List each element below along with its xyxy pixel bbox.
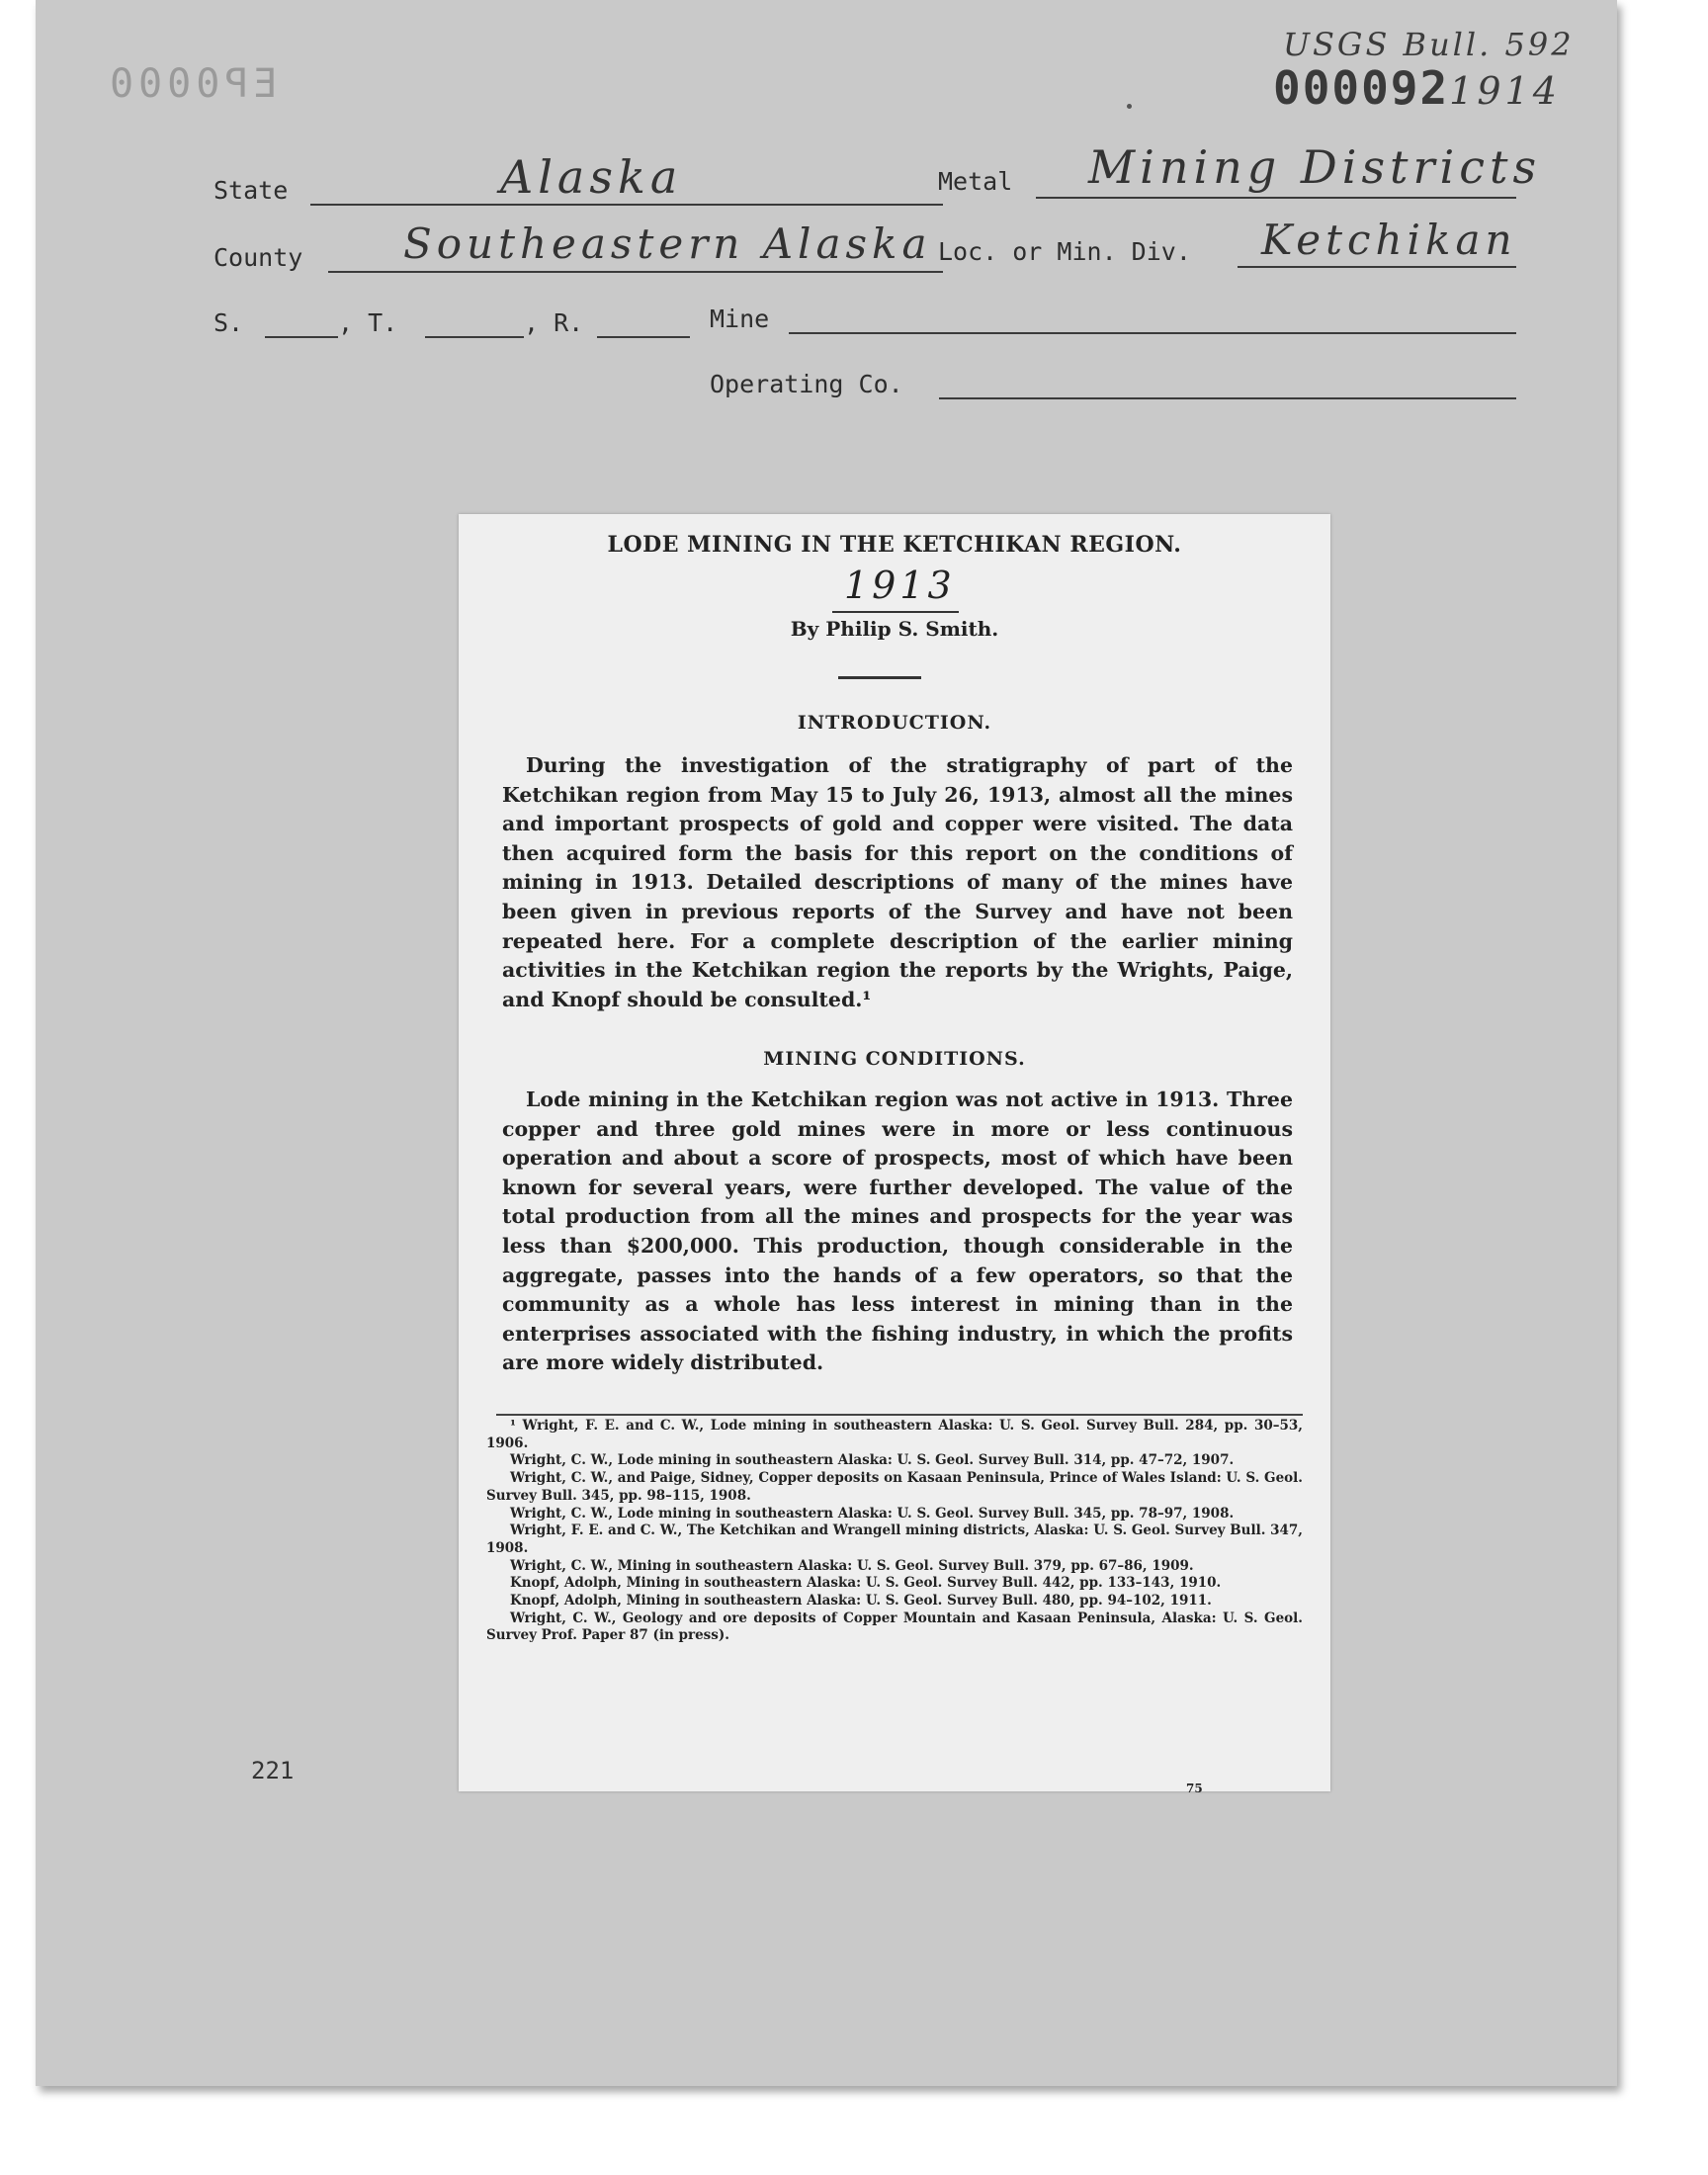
location-value: Ketchikan (1261, 216, 1517, 264)
footnote: Wright, C. W., Lode mining in southeastern Alaska: U. S. Geol. Survey Bull. 345, pp. 78–97, 1908. (510, 1505, 1235, 1522)
file-stamp: EP0000 (105, 61, 278, 107)
operating-line (939, 397, 1516, 399)
report-author: By Philip S. Smith. (790, 617, 999, 641)
state-value: Alaska (500, 150, 683, 204)
footnote: Wright, C. W., Geology and ore deposits of Copper Mountain and Kasaan Peninsula, Alaska: U. S. Geol. Survey Prof. Paper 87 (in press). (486, 1610, 1303, 1644)
metal-label: Metal (938, 167, 1013, 196)
record-year: 1914 (1449, 69, 1561, 113)
section-line (265, 336, 338, 338)
metal-line (1036, 197, 1516, 199)
section-label: S. (214, 308, 244, 337)
footnote: Knopf, Adolph, Mining in southeastern Alaska: U. S. Geol. Survey Bull. 480, pp. 94–102, 1911. (510, 1593, 1212, 1610)
card-page-number: 221 (251, 1757, 295, 1784)
footnote-rule (496, 1414, 1303, 1416)
mine-label: Mine (710, 304, 770, 333)
metal-value: Mining Districts (1088, 140, 1542, 194)
clipping-page-number: 75 (1186, 1782, 1203, 1795)
introduction-paragraph: During the investigation of the stratigraphy of part of the Ketchikan region from May 15 to July 26, 1913, almost all the mines and important prospects of gold and copper were visited. The data then acquired form the basis for this report on the conditions of mining in 1913. Detailed descriptions of many of the mines have been given in previous reports of the Survey and have not been repeated here. For a complete description of the earlier mining activities in the Ketchikan region the reports by the Wrights, Paige, and Knopf should be consulted.¹ (502, 753, 1293, 1011)
footnote: Wright, C. W., Mining in southeastern Alaska: U. S. Geol. Survey Bull. 379, pp. 67–86, 1909. (510, 1557, 1194, 1574)
county-label: County (214, 243, 303, 272)
report-title: LODE MINING IN THE KETCHIKAN REGION. (607, 532, 1182, 558)
location-label: Loc. or Min. Div. (938, 237, 1191, 266)
mine-line (789, 332, 1516, 334)
mining-conditions-paragraph: Lode mining in the Ketchikan region was not active in 1913. Three copper and three gold mines were in more or less continuous operation and about a score of prospects, most of which have been known for several years, were further developed. The value of the total production from all the mines and prospects for the year was less than $200,000. This production, though considerable in the aggregate, passes into the hands of a few operators, so that the community as a whole has less interest in mining than in the enterprises associated with the fishing industry, in which the profits are more widely distributed. (502, 1088, 1293, 1375)
record-card (36, 0, 1617, 2086)
mining-conditions-heading: MINING CONDITIONS. (763, 1048, 1026, 1070)
location-line (1238, 266, 1516, 268)
record-number (1273, 61, 1561, 115)
title-rule (838, 676, 921, 679)
speck (1127, 104, 1132, 109)
handwritten-year: 1913 (844, 564, 956, 607)
county-line (328, 271, 943, 273)
footnote: Knopf, Adolph, Mining in southeastern Alaska: U. S. Geol. Survey Bull. 442, pp. 133–143, 1910. (510, 1575, 1222, 1592)
footnote: Wright, F. E. and C. W., The Ketchikan and Wrangell mining districts, Alaska: U. S. Geol. Survey Bull. 347, 1908. (486, 1522, 1303, 1556)
footnote: ¹ Wright, F. E. and C. W., Lode mining in southeastern Alaska: U. S. Geol. Survey Bull. 284, pp. 30–53, 1906. (486, 1418, 1303, 1451)
state-line (310, 204, 943, 206)
operating-label: Operating Co. (710, 370, 903, 398)
range-line (597, 336, 690, 338)
bulletin-reference: USGS Bull. 592 (1283, 26, 1575, 63)
introduction-heading: INTRODUCTION. (797, 712, 992, 734)
footnote: Wright, C. W., and Paige, Sidney, Copper deposits on Kasaan Peninsula, Prince of Wales Island: U. S. Geol. Survey Bull. 345, pp. 98–115, 1908. (486, 1470, 1303, 1504)
record-id-stamp: 000092 (1273, 61, 1450, 115)
township-line (425, 336, 524, 338)
footnotes (486, 1418, 1303, 1645)
range-label: , R. (524, 308, 584, 337)
state-label: State (214, 176, 289, 205)
county-value: Southeastern Alaska (403, 219, 932, 268)
footnote: Wright, C. W., Lode mining in southeastern Alaska: U. S. Geol. Survey Bull. 314, pp. 47–72, 1907. (510, 1452, 1235, 1469)
township-label: , T. (338, 308, 398, 337)
year-underline (832, 611, 959, 613)
report-clipping (459, 514, 1330, 1795)
